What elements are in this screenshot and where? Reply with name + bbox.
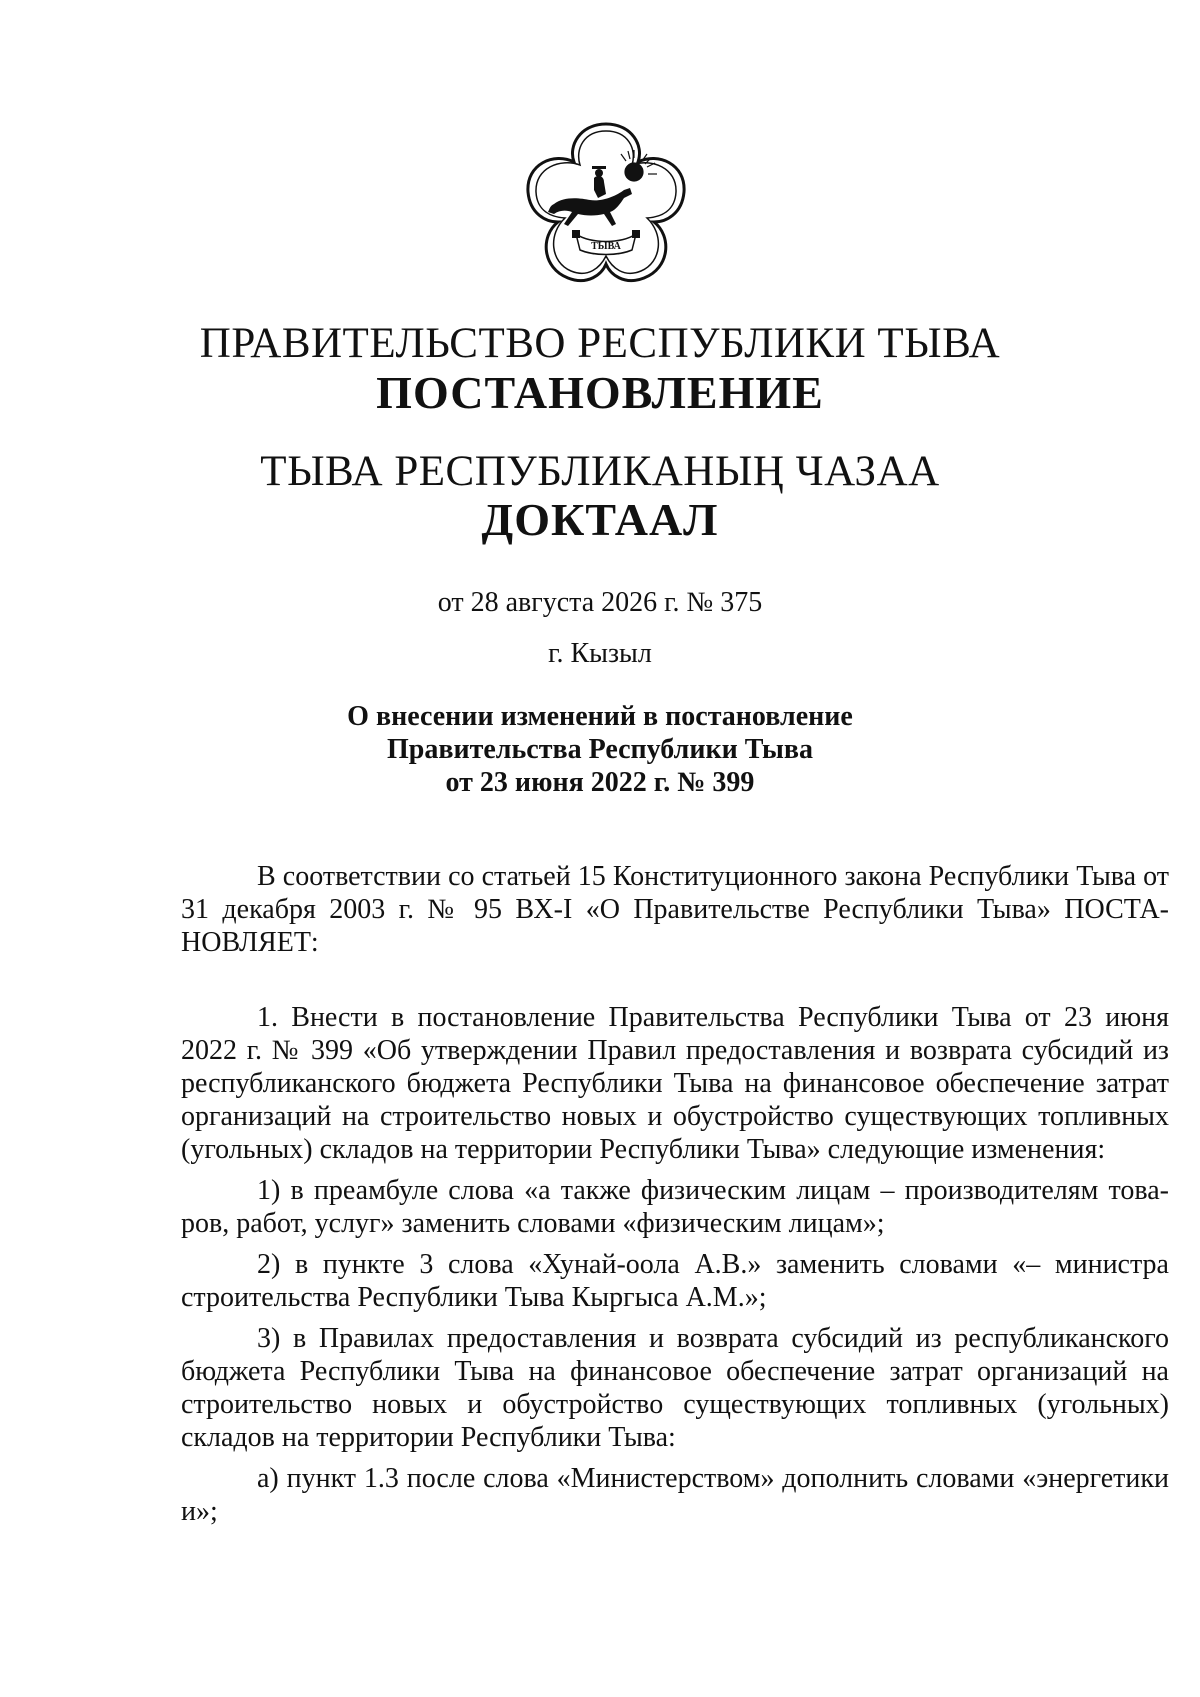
document-city: г. Кызыл bbox=[548, 638, 652, 669]
item-1-paragraph: 1. Внести в постановление Правительства Республики Тыва от 23 июня 2022 г. № 399 «Об утверждении Правил предоставления и возврата субсидий из республиканского бюджета Республики Тыва на финансовое обеспечение затрат организаций на строительство новых и обустройство существующих топливных (угольных) складов на территории Республики Тыва» следующие изменения: bbox=[181, 1002, 1169, 1165]
subitem-2-paragraph: 2) в пункте 3 слова «Хунай-оола А.В.» заменить словами «– министра строительства Республики Тыва Кыргыса А.М.»; bbox=[181, 1249, 1169, 1313]
government-name-tyv: ТЫВА РЕСПУБЛИКАНЫҢ ЧАЗАА bbox=[260, 448, 940, 495]
document-title bbox=[0, 700, 1200, 799]
subitem-3-paragraph: 3) в Правилах предоставления и возврата субсидий из республиканского бюджета Республики Тыва на финансовое обеспечение затрат организаций на строительство новых и обустройство существующих топливных (угольных) складов на территории Республики Тыва: bbox=[181, 1323, 1169, 1453]
preamble-paragraph: В соответствии со статьей 15 Конституционного закона Республики Тыва от 31 декабря 2003 г. № 95 ВХ-I «О Правительстве Республики Тыва» ПОСТАНОВЛЯЕТ: bbox=[181, 861, 1169, 958]
document-type-ru: ПОСТАНОВЛЕНИЕ bbox=[376, 367, 824, 418]
government-name-ru: ПРАВИТЕЛЬСТВО РЕСПУБЛИКИ ТЫВА bbox=[199, 320, 1001, 367]
title-line-3: от 23 июня 2022 г. № 399 bbox=[445, 767, 755, 798]
subitem-1-paragraph: 1) в преамбуле слова «а также физическим лицам – производителям товаров, работ, услуг» заменить словами «физическим лицам»; bbox=[181, 1175, 1169, 1239]
document-body bbox=[181, 860, 1169, 1528]
emblem-label: ТЫВА bbox=[591, 241, 621, 252]
document-date-number: от 28 августа 2026 г. № 375 bbox=[437, 587, 763, 618]
title-line-1: О внесении изменений в постановление bbox=[347, 701, 853, 732]
title-line-2: Правительства Республики Тыва bbox=[387, 734, 813, 765]
subitem-3a-paragraph: а) пункт 1.3 после слова «Министерством» дополнить словами «энергетики и»; bbox=[181, 1463, 1169, 1527]
document-type-tyv: ДОКТААЛ bbox=[481, 494, 719, 545]
tyva-emblem-icon bbox=[520, 118, 692, 290]
